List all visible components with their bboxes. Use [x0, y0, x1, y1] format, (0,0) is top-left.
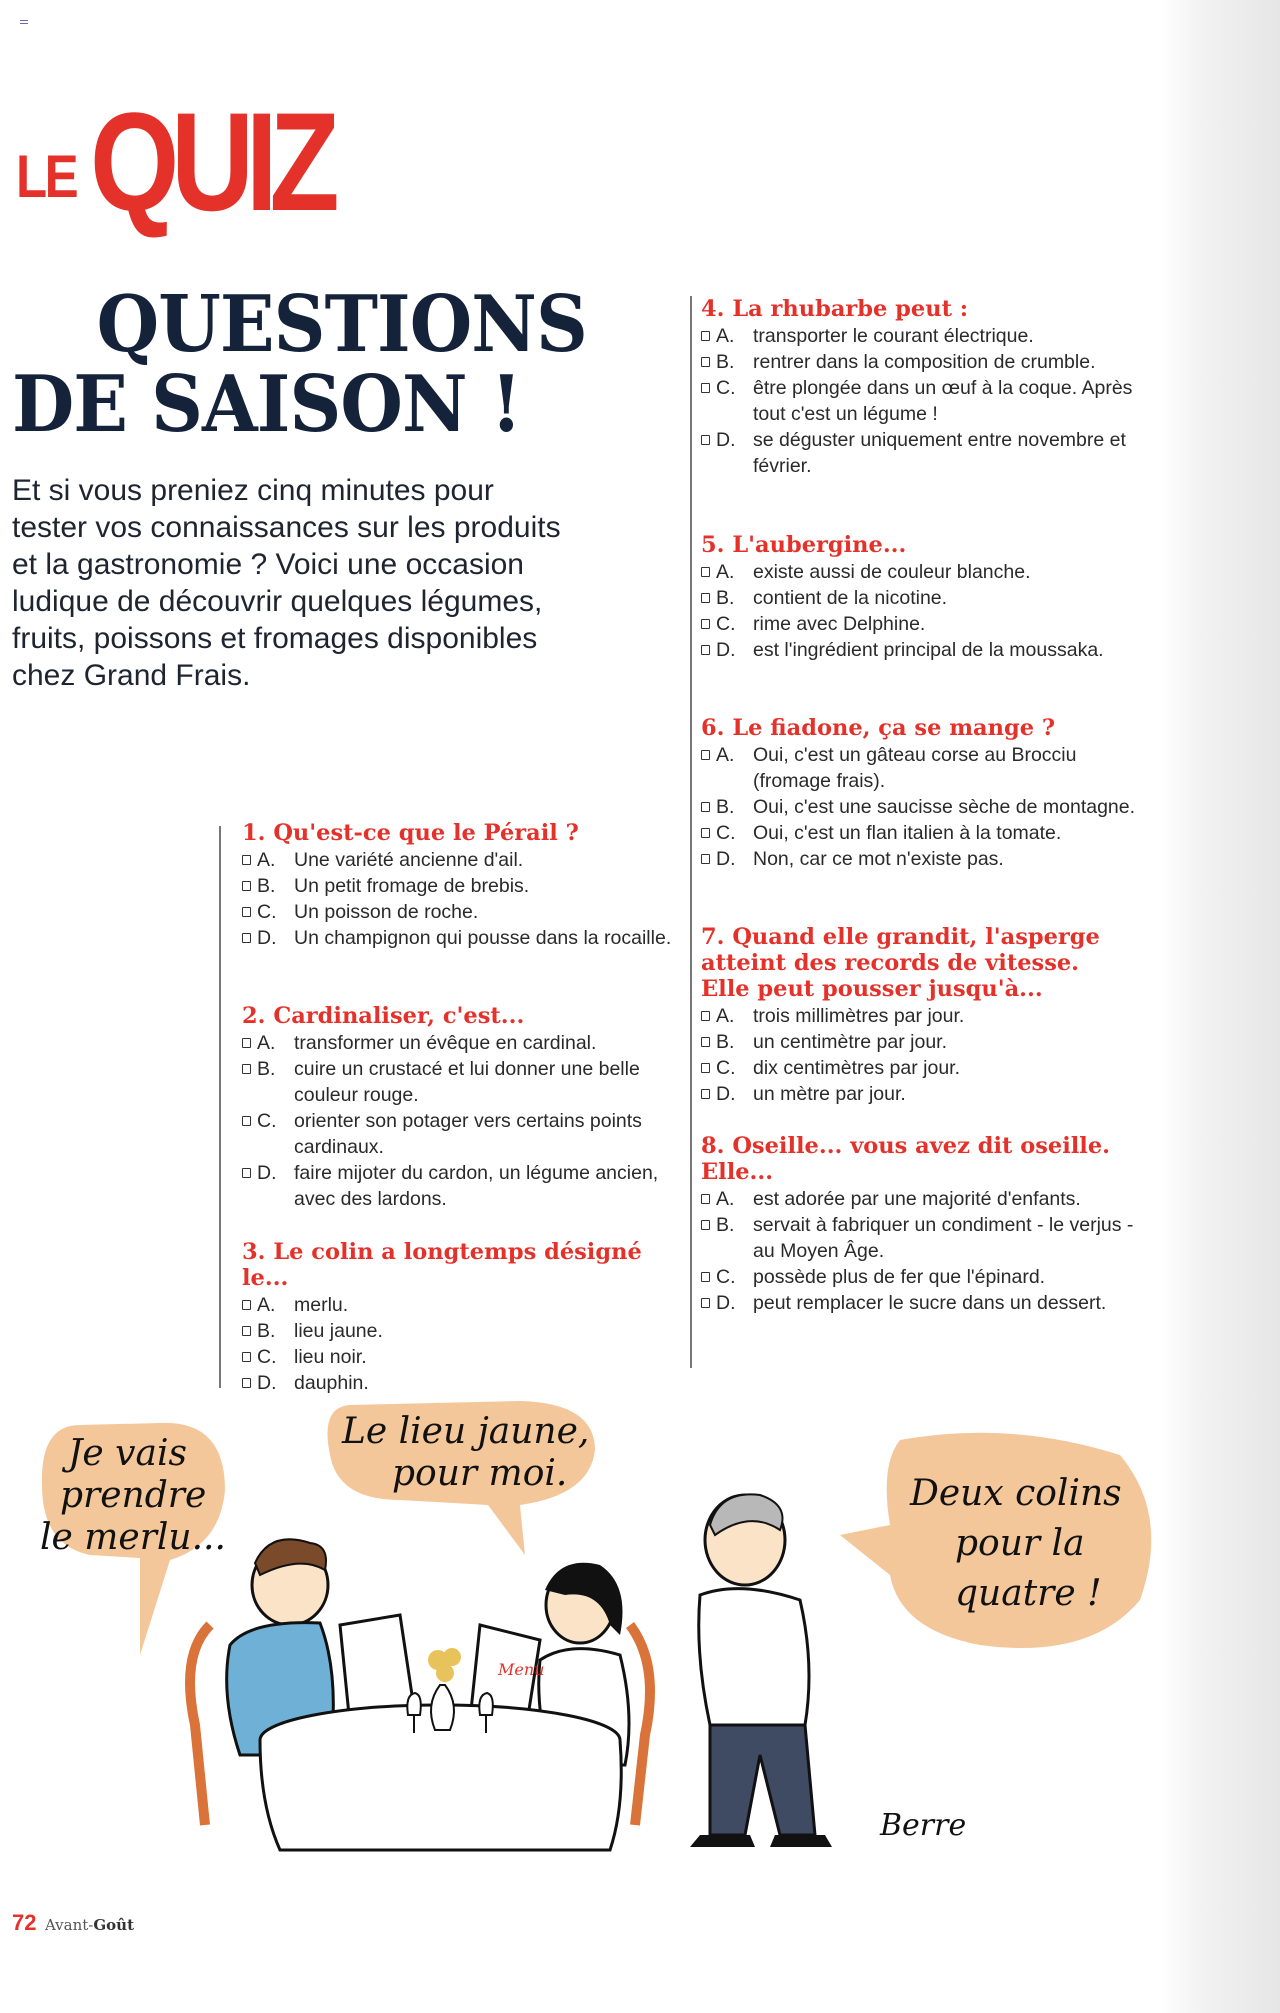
- answer-text: Non, car ce mot n'existe pas.: [753, 848, 1004, 870]
- logo-le: LE: [16, 143, 77, 210]
- waiter: [690, 1494, 832, 1847]
- answer-letter: B.: [716, 587, 735, 609]
- question-title: 8. Oseille... vous avez dit oseille. Elle...: [701, 1133, 1110, 1185]
- answer-option[interactable]: [701, 611, 1141, 637]
- page-title: [12, 279, 622, 450]
- answer-letter: B.: [257, 1058, 276, 1080]
- magazine-name: [45, 1916, 134, 1934]
- answer-text: se déguster uniquement entre novembre et février.: [753, 429, 1126, 477]
- checkbox-icon[interactable]: [701, 828, 710, 838]
- answer-letter: C.: [716, 1057, 736, 1079]
- page-footer: [12, 1910, 134, 1936]
- answer-text: orienter son potager vers certains points cardinaux.: [294, 1110, 642, 1158]
- answer-letter: B.: [716, 1214, 735, 1236]
- question-title: 3. Le colin a longtemps désigné le...: [242, 1239, 642, 1291]
- answer-letter: D.: [716, 639, 736, 661]
- restaurant-cartoon: [20, 1395, 1160, 1875]
- answer-letter: C.: [716, 822, 736, 844]
- answer-option[interactable]: [242, 847, 682, 873]
- question-7: [701, 924, 1101, 1107]
- checkbox-icon[interactable]: [701, 1063, 710, 1073]
- answer-letter: B.: [257, 1320, 276, 1342]
- answer-text: Un poisson de roche.: [294, 901, 479, 923]
- question-3: [242, 1239, 682, 1396]
- answer-text: existe aussi de couleur blanche.: [753, 561, 1031, 583]
- answer-letter: C.: [716, 377, 736, 399]
- answer-letter: A.: [716, 325, 735, 347]
- bubble-middle-line-1: Le lieu jaune,: [342, 1411, 590, 1452]
- answer-option[interactable]: [242, 1030, 682, 1056]
- answer-letter: C.: [257, 1110, 277, 1132]
- answer-option[interactable]: [242, 1292, 682, 1318]
- question-8: [701, 1133, 1146, 1316]
- checkbox-icon[interactable]: [242, 1352, 251, 1362]
- answer-text: lieu jaune.: [294, 1320, 383, 1342]
- column-rule-left: [219, 826, 221, 1388]
- answer-text: Oui, c'est une saucisse sèche de montagne.: [753, 796, 1136, 818]
- column-rule-right: [690, 296, 692, 1368]
- answer-text: rime avec Delphine.: [753, 613, 926, 635]
- checkbox-icon[interactable]: [242, 1378, 251, 1388]
- checkbox-icon[interactable]: [242, 1168, 251, 1178]
- answer-option[interactable]: [701, 794, 1141, 820]
- answer-option[interactable]: [701, 323, 1141, 349]
- answer-text: Un petit fromage de brebis.: [294, 875, 530, 897]
- checkbox-icon[interactable]: [242, 1064, 251, 1074]
- answer-letter: B.: [716, 351, 735, 373]
- question-title: 1. Qu'est-ce que le Pérail ?: [242, 820, 579, 846]
- magazine-name-regular: Avant-: [44, 1916, 94, 1934]
- checkbox-icon[interactable]: [701, 750, 710, 760]
- page-edge-shadow: [1160, 0, 1280, 2013]
- answer-text: est adorée par une majorité d'enfants.: [753, 1188, 1081, 1210]
- title-line-1: QUESTIONS: [96, 279, 587, 370]
- answer-letter: A.: [716, 561, 735, 583]
- answer-option[interactable]: [701, 1290, 1146, 1316]
- answer-letter: D.: [716, 429, 736, 451]
- answer-letter: A.: [716, 744, 735, 766]
- answer-letter: D.: [257, 927, 277, 949]
- answer-text: peut remplacer le sucre dans un dessert.: [753, 1292, 1107, 1314]
- question-2: [242, 1003, 682, 1212]
- answer-option[interactable]: [701, 1003, 1101, 1029]
- answer-text: transformer un évêque en cardinal.: [294, 1032, 597, 1054]
- checkbox-icon[interactable]: [701, 435, 710, 445]
- answer-letter: D.: [716, 848, 736, 870]
- answer-option[interactable]: [242, 1108, 682, 1160]
- answer-letter: C.: [257, 1346, 277, 1368]
- checkbox-icon[interactable]: [701, 1194, 710, 1204]
- checkbox-icon[interactable]: [701, 383, 710, 393]
- answer-text: dauphin.: [294, 1372, 369, 1394]
- answer-option[interactable]: [701, 637, 1141, 663]
- answer-text: cuire un crustacé et lui donner une belle couleur rouge.: [294, 1058, 640, 1106]
- answer-option[interactable]: [701, 1081, 1101, 1107]
- artist-signature: Berre: [880, 1808, 967, 1843]
- question-title: 4. La rhubarbe peut :: [701, 296, 969, 322]
- checkbox-icon[interactable]: [701, 1272, 710, 1282]
- answer-letter: B.: [257, 875, 276, 897]
- answer-letter: D.: [716, 1292, 736, 1314]
- answer-option[interactable]: [701, 1212, 1146, 1264]
- answer-option[interactable]: [701, 559, 1141, 585]
- answer-text: lieu noir.: [294, 1346, 367, 1368]
- question-title: 7. Quand elle grandit, l'asperge atteint des records de vitesse. Elle peut pousser jusqu'à...: [701, 924, 1100, 1002]
- answer-text: possède plus de fer que l'épinard.: [753, 1266, 1046, 1288]
- answer-text: Oui, c'est un flan italien à la tomate.: [753, 822, 1062, 844]
- answer-text: Un champignon qui pousse dans la rocaille.: [294, 927, 672, 949]
- checkbox-icon[interactable]: [701, 567, 710, 577]
- answer-letter: D.: [257, 1162, 277, 1184]
- answer-option[interactable]: [242, 899, 682, 925]
- answer-text: contient de la nicotine.: [753, 587, 948, 609]
- bubble-middle-line-2: pour moi.: [392, 1453, 568, 1494]
- checkbox-icon[interactable]: [242, 933, 251, 943]
- checkbox-icon[interactable]: [701, 854, 710, 864]
- question-title: 5. L'aubergine...: [701, 532, 907, 558]
- magazine-name-bold: Goût: [93, 1916, 134, 1934]
- answer-text: transporter le courant électrique.: [753, 325, 1034, 347]
- answer-text: un centimètre par jour.: [753, 1031, 948, 1053]
- question-5: [701, 532, 1141, 663]
- answer-letter: B.: [716, 1031, 735, 1053]
- tablecloth: [260, 1740, 621, 1850]
- answer-text: rentrer dans la composition de crumble.: [753, 351, 1096, 373]
- checkbox-icon[interactable]: [242, 1116, 251, 1126]
- answer-text: trois millimètres par jour.: [753, 1005, 965, 1027]
- answer-letter: A.: [257, 849, 276, 871]
- answer-option[interactable]: [242, 1370, 682, 1396]
- checkbox-icon[interactable]: [701, 645, 710, 655]
- answer-letter: A.: [257, 1032, 276, 1054]
- title-line-2: DE SAISON !: [12, 359, 522, 450]
- question-title: 6. Le fiadone, ça se mange ?: [701, 715, 1056, 741]
- answer-text: être plongée dans un œuf à la coque. Après tout c'est un légume !: [753, 377, 1133, 425]
- answer-letter: A.: [257, 1294, 276, 1316]
- answer-option[interactable]: [242, 1344, 682, 1370]
- checkbox-icon[interactable]: [242, 855, 251, 865]
- answer-text: dix centimètres par jour.: [753, 1057, 961, 1079]
- answer-option[interactable]: [701, 375, 1141, 427]
- answer-option[interactable]: [701, 846, 1141, 872]
- answer-option[interactable]: [242, 873, 682, 899]
- answer-option[interactable]: [242, 925, 682, 951]
- answer-option[interactable]: [701, 820, 1141, 846]
- answer-text: faire mijoter du cardon, un légume ancien, avec des lardons.: [294, 1162, 659, 1210]
- question-1: [242, 820, 682, 951]
- checkbox-icon[interactable]: [701, 1011, 710, 1021]
- bubble-right-line-3: quatre !: [955, 1573, 1102, 1614]
- checkbox-icon[interactable]: [701, 357, 710, 367]
- answer-letter: C.: [716, 1266, 736, 1288]
- question-4: [701, 296, 1141, 479]
- chair-left: [190, 1625, 210, 1825]
- answer-option[interactable]: [701, 349, 1141, 375]
- checkbox-icon[interactable]: [242, 1326, 251, 1336]
- answer-letter: C.: [257, 901, 277, 923]
- bubble-left-line-3: le merlu...: [40, 1517, 226, 1558]
- answer-option[interactable]: [701, 1029, 1101, 1055]
- checkbox-icon[interactable]: [701, 331, 710, 341]
- menu-icon[interactable]: [20, 20, 28, 26]
- checkbox-icon[interactable]: [701, 1298, 710, 1308]
- answer-option[interactable]: [242, 1318, 682, 1344]
- checkbox-icon[interactable]: [242, 1300, 251, 1310]
- answer-option[interactable]: [701, 585, 1141, 611]
- answer-letter: B.: [716, 796, 735, 818]
- answer-option[interactable]: [701, 742, 1141, 794]
- answer-text: Une variété ancienne d'ail.: [294, 849, 524, 871]
- bubble-left-line-1: Je vais: [68, 1433, 187, 1474]
- answer-letter: D.: [257, 1372, 277, 1394]
- answer-option[interactable]: [701, 427, 1141, 479]
- checkbox-icon[interactable]: [701, 802, 710, 812]
- bubble-left-line-2: prendre: [60, 1475, 207, 1516]
- answer-letter: C.: [716, 613, 736, 635]
- bubble-right-line-2: pour la: [955, 1523, 1085, 1564]
- checkbox-icon[interactable]: [242, 907, 251, 917]
- answer-option[interactable]: [701, 1264, 1146, 1290]
- checkbox-icon[interactable]: [701, 1220, 710, 1230]
- answer-text: servait à fabriquer un condiment - le verjus - au Moyen Âge.: [753, 1214, 1134, 1262]
- question-6: [701, 715, 1141, 872]
- page-number: 72: [12, 1910, 37, 1935]
- checkbox-icon[interactable]: [701, 1089, 710, 1099]
- answer-option[interactable]: [242, 1160, 682, 1212]
- answer-option[interactable]: [242, 1056, 682, 1108]
- checkbox-icon[interactable]: [701, 593, 710, 603]
- answer-letter: D.: [716, 1083, 736, 1105]
- checkbox-icon[interactable]: [242, 881, 251, 891]
- bubble-right-line-1: Deux colins: [910, 1473, 1122, 1514]
- answer-text: est l'ingrédient principal de la moussaka.: [753, 639, 1104, 661]
- answer-letter: A.: [716, 1005, 735, 1027]
- answer-letter: A.: [716, 1188, 735, 1210]
- chair-right: [630, 1625, 650, 1825]
- question-title: 2. Cardinaliser, c'est...: [242, 1003, 525, 1029]
- answer-text: un mètre par jour.: [753, 1083, 906, 1105]
- answer-option[interactable]: [701, 1055, 1101, 1081]
- checkbox-icon[interactable]: [701, 1037, 710, 1047]
- intro-paragraph: Et si vous preniez cinq minutes pour tester vos connaissances sur les produits et la gastronomie ? Voici une occasion ludique de découvrir quelques légumes, fruits, poissons et fromages disponibles chez Grand Frais.: [12, 474, 561, 692]
- logo-quiz: QUIZ: [90, 83, 332, 240]
- answer-text: merlu.: [294, 1294, 349, 1316]
- menu-label: Menu: [498, 1660, 545, 1679]
- answer-text: Oui, c'est un gâteau corse au Brocciu (fromage frais).: [753, 744, 1077, 792]
- checkbox-icon[interactable]: [242, 1038, 251, 1048]
- checkbox-icon[interactable]: [701, 619, 710, 629]
- answer-option[interactable]: [701, 1186, 1146, 1212]
